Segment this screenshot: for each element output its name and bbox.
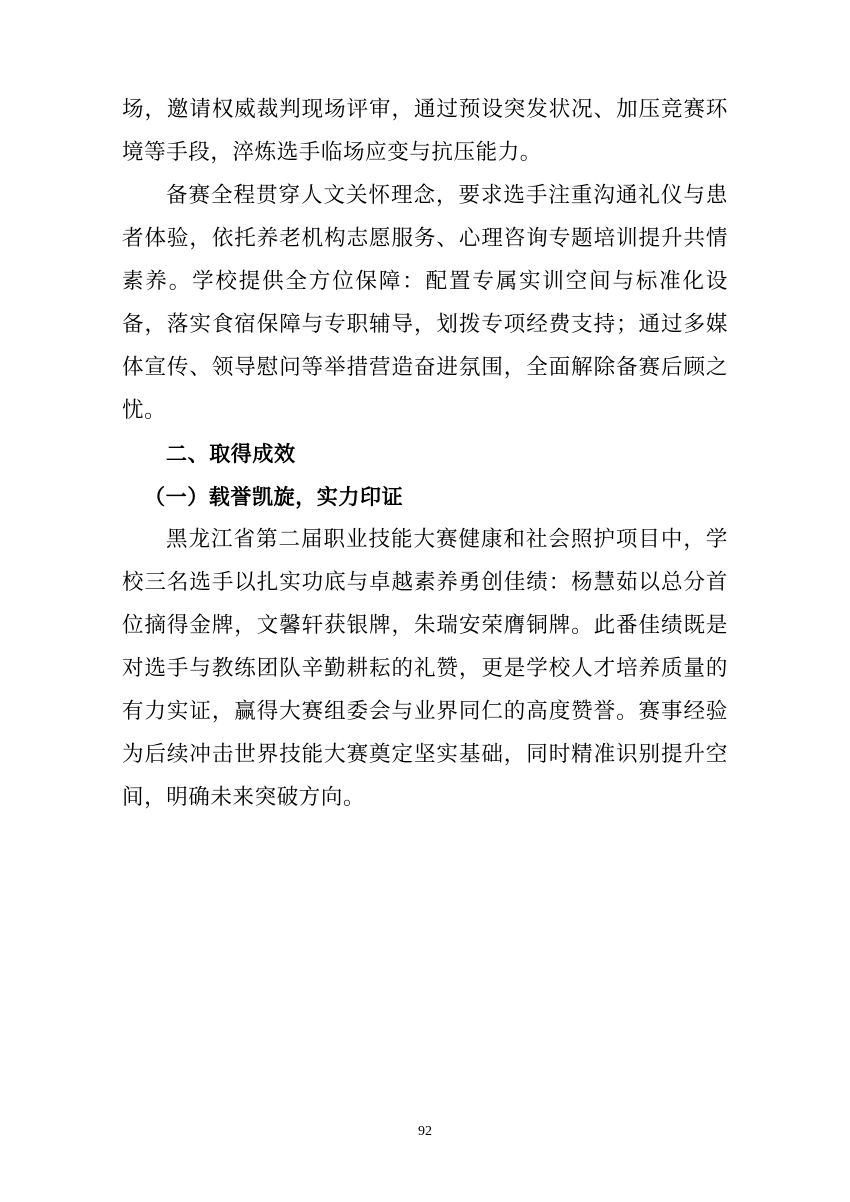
paragraph-results: 黑龙江省第二届职业技能大赛健康和社会照护项目中，学校三名选手以扎实功底与卓越素养勇创佳绩：杨慧茹以总分首位摘得金牌，文馨轩获银牌，朱瑞安荣膺铜牌。此番佳绩既是对选手与教练团队辛勤耕耘的礼赞，更是学校人才培养质量的有力实证，赢得大赛组委会与业界同仁的高度赞誉。赛事经验为后续冲击世界技能大赛奠定坚实基础，同时精准识别提升空间，明确未来突破方向。	[122, 527, 728, 809]
page-number: 92	[418, 1124, 432, 1139]
sub-heading: （一）载誉凯旋，实力印证	[144, 484, 404, 509]
paragraph-preparation: 备赛全程贯穿人文关怀理念，要求选手注重沟通礼仪与患者体验，依托养老机构志愿服务、心理咨询专题培训提升共情素养。学校提供全方位保障：配置专属实训空间与标准化设备，落实食宿保障与专职辅导，划拨专项经费支持；通过多媒体宣传、领导慰问等举措营造奋进氛围，全面解除备赛后顾之忧。	[122, 183, 728, 422]
paragraph-continuation: 场，邀请权威裁判现场评审，通过预设突发状况、加压竞赛环境等手段，淬炼选手临场应变与抗压能力。	[122, 97, 728, 164]
page-body	[122, 88, 728, 819]
section-heading: 二、取得成效	[166, 441, 296, 466]
